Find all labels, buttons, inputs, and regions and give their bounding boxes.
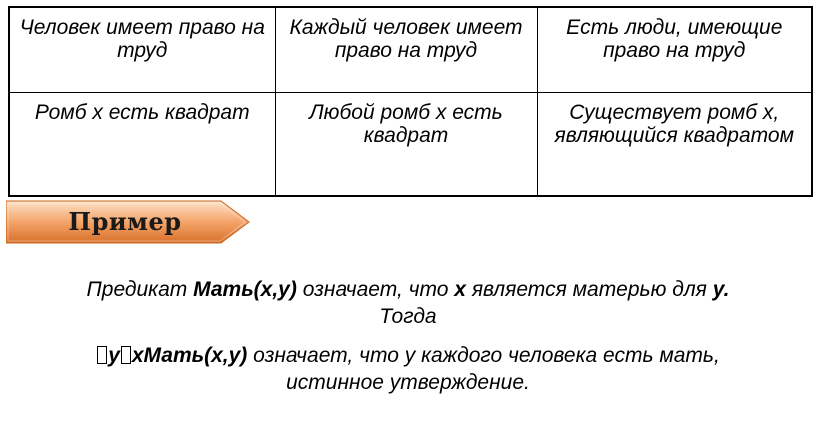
forall-symbol-icon xyxy=(97,346,107,364)
text-fragment: означает, что xyxy=(296,278,455,301)
quantified-statement-paragraph xyxy=(20,342,796,396)
banner-title: Пример xyxy=(68,207,182,236)
example-banner xyxy=(6,198,251,246)
table-row xyxy=(9,7,812,93)
text-fragment: Тогда xyxy=(379,305,437,328)
table-cell: Каждый человек имеет право на труд xyxy=(275,7,537,93)
predicate-definition-paragraph xyxy=(20,276,796,330)
table-cell: Есть люди, имеющие право на труд xyxy=(537,7,812,93)
table-cell: Существует ромб x, являющийся квадратом xyxy=(537,93,812,197)
text-fragment: истинное утверждение. xyxy=(286,371,530,394)
table-cell: Ромб x есть квадрат xyxy=(9,93,275,197)
variable-x: x xyxy=(454,278,466,301)
predicate-name: Мать(x,y) xyxy=(193,278,297,301)
formula-part: y xyxy=(108,344,120,367)
text-fragment: Предикат xyxy=(86,278,194,301)
exists-symbol-icon xyxy=(121,346,131,364)
text-fragment: означает, что у каждого человека есть мать, xyxy=(247,344,720,367)
table-row xyxy=(9,93,812,197)
table-cell: Человек имеет право на труд xyxy=(9,7,275,93)
variable-y: y. xyxy=(712,278,730,301)
formula-part: xМать(x,y) xyxy=(131,344,248,367)
text-fragment: является матерью для xyxy=(465,278,713,301)
quantifier-examples-table xyxy=(8,6,813,197)
table-cell: Любой ромб x есть квадрат xyxy=(275,93,537,197)
